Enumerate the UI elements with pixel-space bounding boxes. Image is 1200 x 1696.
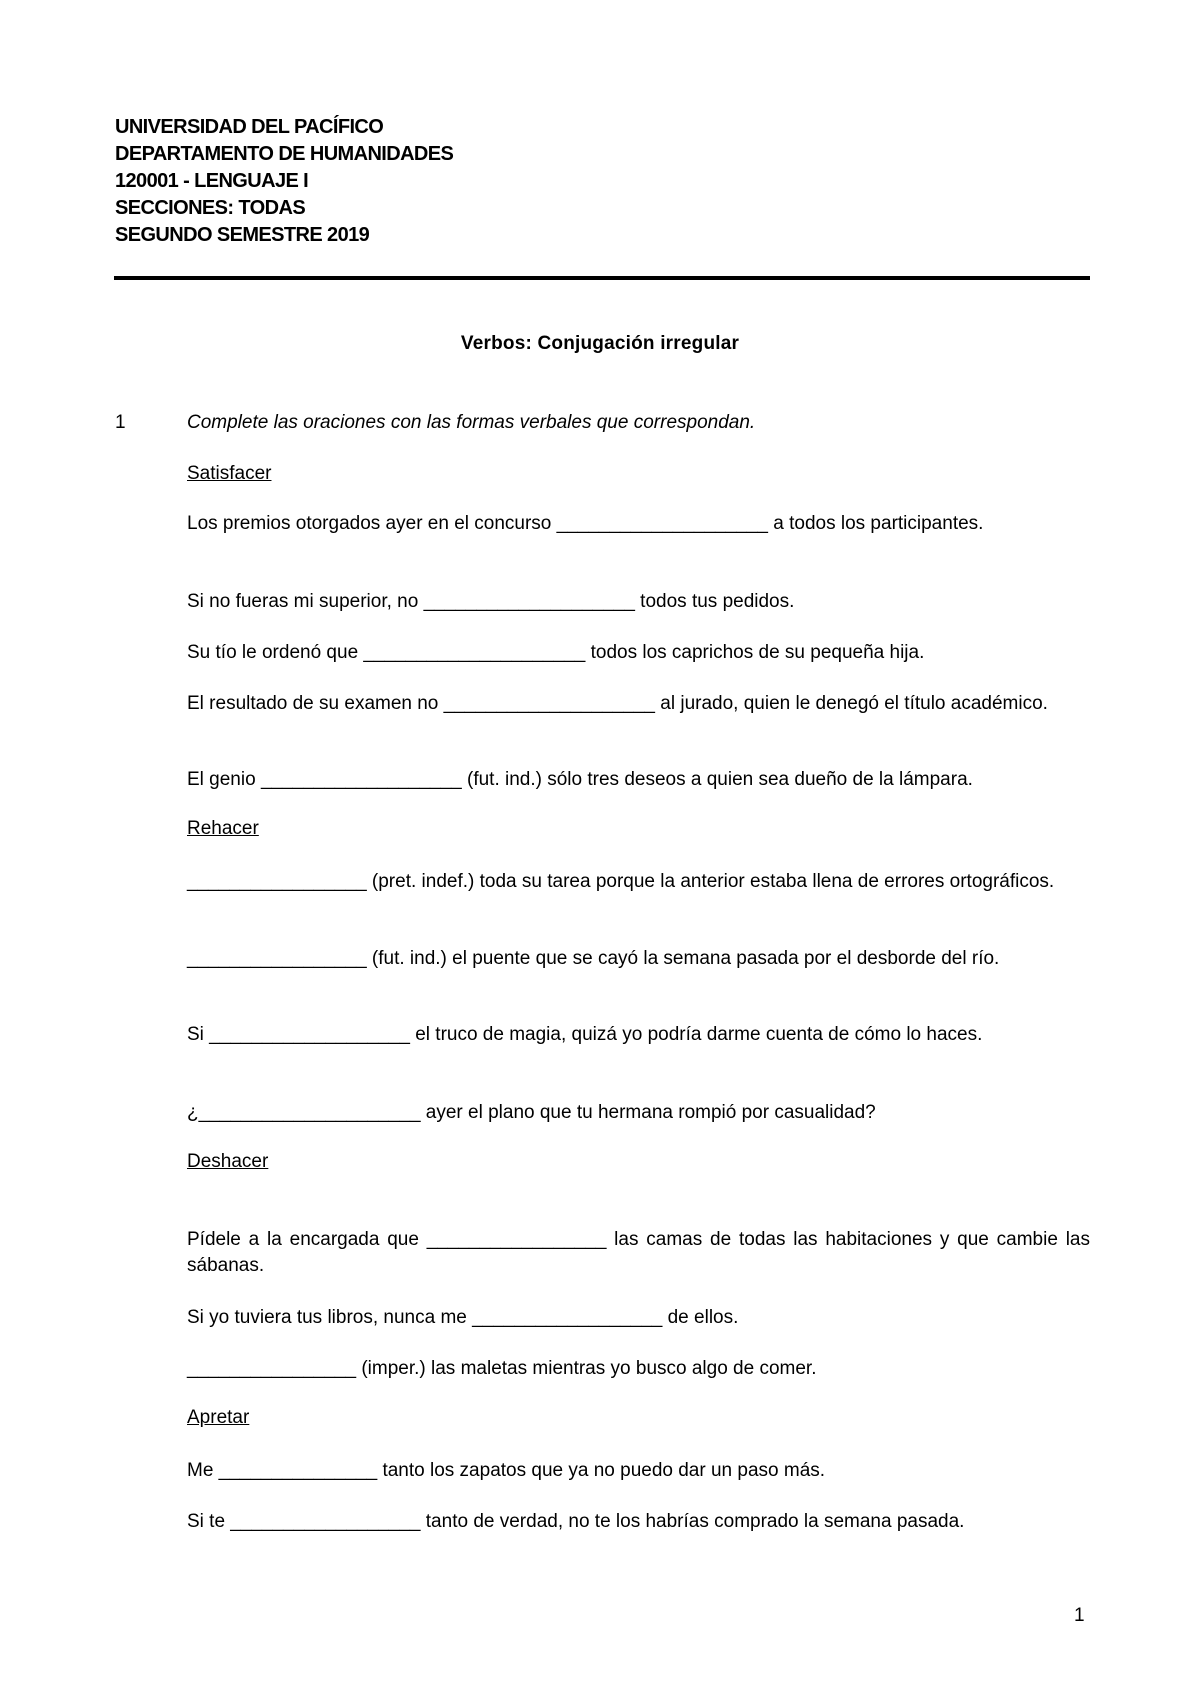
sentence-rehacer-1: _________________ (pret. indef.) toda su tarea porque la anterior estaba llena de errores ortográficos.	[187, 871, 1055, 892]
sections: SECCIONES: TODAS	[115, 197, 306, 219]
sentence-deshacer-1: Pídele a la encargada que _________________ las camas de todas las habitaciones y que cambie las sábanas.	[187, 1229, 1090, 1276]
sentence-satisfacer-3: Su tío le ordenó que _____________________ todos los caprichos de su pequeña hija.	[187, 642, 925, 663]
sentence-rehacer-3: Si ___________________ el truco de magia, quizá yo podría darme cuenta de cómo lo haces.	[187, 1024, 983, 1045]
sentence-deshacer-3: ________________ (imper.) las maletas mientras yo busco algo de comer.	[187, 1358, 817, 1379]
exercise-number: 1	[115, 412, 126, 433]
course-code: 120001 - LENGUAJE I	[115, 170, 309, 192]
verb-heading-rehacer: Rehacer	[187, 818, 259, 839]
page-number: 1	[1074, 1605, 1085, 1626]
sentence-rehacer-2: _________________ (fut. ind.) el puente que se cayó la semana pasada por el desborde del río.	[187, 948, 1000, 969]
header-divider	[114, 276, 1090, 280]
sentence-satisfacer-2: Si no fueras mi superior, no ____________________ todos tus pedidos.	[187, 591, 795, 612]
semester: SEGUNDO SEMESTRE 2019	[115, 224, 370, 246]
sentence-satisfacer-1: Los premios otorgados ayer en el concurso ____________________ a todos los participantes.	[187, 513, 984, 534]
university-name: UNIVERSIDAD DEL PACÍFICO	[115, 116, 384, 138]
sentence-apretar-1: Me _______________ tanto los zapatos que ya no puedo dar un paso más.	[187, 1460, 826, 1481]
document-title: Verbos: Conjugación irregular	[460, 333, 740, 354]
sentence-satisfacer-4: El resultado de su examen no ____________________ al jurado, quien le denegó el título académico.	[187, 693, 1048, 714]
verb-heading-satisfacer: Satisfacer	[187, 463, 272, 484]
sentence-rehacer-4: ¿_____________________ ayer el plano que tu hermana rompió por casualidad?	[187, 1102, 876, 1123]
verb-heading-deshacer: Deshacer	[187, 1151, 269, 1172]
sentence-deshacer-2: Si yo tuviera tus libros, nunca me __________________ de ellos.	[187, 1307, 739, 1328]
verb-heading-apretar: Apretar	[187, 1407, 250, 1428]
document-header	[115, 114, 453, 249]
sentence-satisfacer-5: El genio ___________________ (fut. ind.) sólo tres deseos a quien sea dueño de la lámpara.	[187, 769, 973, 790]
department-name: DEPARTAMENTO DE HUMANIDADES	[115, 143, 454, 165]
exercise-instruction: Complete las oraciones con las formas verbales que correspondan.	[187, 412, 756, 433]
sentence-apretar-2: Si te __________________ tanto de verdad, no te los habrías comprado la semana pasada.	[187, 1511, 965, 1532]
